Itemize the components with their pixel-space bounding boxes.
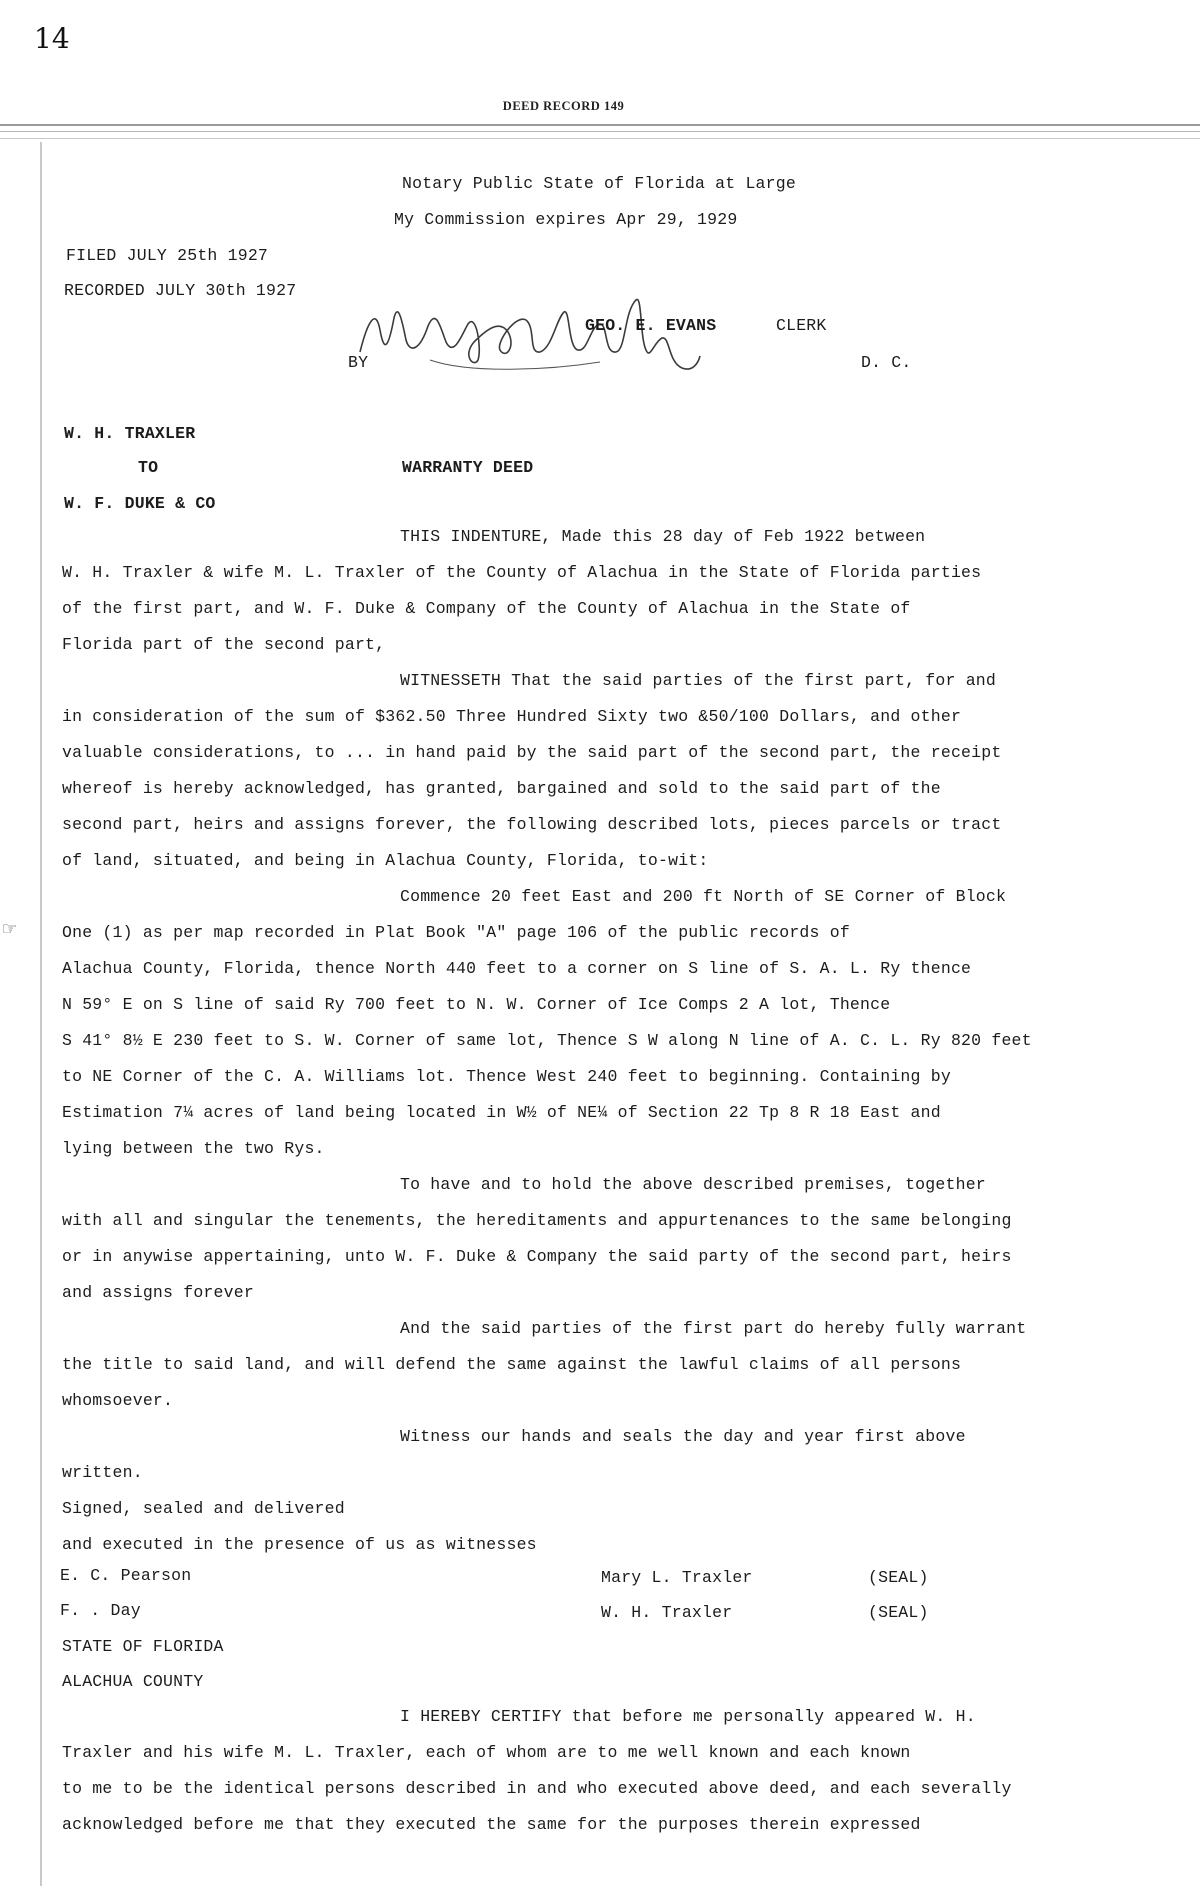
- clerk-name: GEO. E. EVANS: [585, 316, 717, 335]
- deed-body-line: to NE Corner of the C. A. Williams lot. Thence West 240 feet to beginning. Containing by: [62, 1067, 951, 1086]
- deed-body-line: written.: [62, 1463, 143, 1482]
- notary-line-1: Notary Public State of Florida at Large: [402, 174, 796, 193]
- deed-body-line: with all and singular the tenements, the hereditaments and appurtenances to the same belonging: [62, 1211, 1012, 1230]
- deputy-clerk-label: D. C.: [861, 353, 912, 372]
- deed-body-line: Alachua County, Florida, thence North 440 feet to a corner on S line of S. A. L. Ry thence: [62, 959, 972, 978]
- deed-body-line: whereof is hereby acknowledged, has granted, bargained and sold to the said part of the: [62, 779, 941, 798]
- header-rule-mid: [0, 131, 1200, 132]
- deed-body-line: second part, heirs and assigns forever, the following described lots, pieces parcels or tract: [62, 815, 1002, 834]
- parties-to-label: TO: [138, 458, 159, 477]
- certificate-body: [62, 1699, 1067, 1843]
- jurisdiction-state: STATE OF FLORIDA: [62, 1637, 224, 1656]
- deed-body-line: and assigns forever: [62, 1283, 254, 1302]
- deed-body-line: the title to said land, and will defend the same against the lawful claims of all persons: [62, 1355, 962, 1374]
- recorded-date: RECORDED JULY 30th 1927: [64, 281, 297, 300]
- grantor-name: W. H. TRAXLER: [64, 424, 196, 443]
- left-margin-line: [40, 142, 42, 1886]
- cert-body-line: I HEREBY CERTIFY that before me personally appeared W. H.: [400, 1707, 976, 1726]
- deed-body-line: Commence 20 feet East and 200 ft North of SE Corner of Block: [400, 887, 1007, 906]
- grantee-name: W. F. DUKE & CO: [64, 494, 216, 513]
- deed-type-title: WARRANTY DEED: [402, 458, 534, 477]
- deed-body-line: One (1) as per map recorded in Plat Book "A" page 106 of the public records of: [62, 923, 850, 942]
- deputy-clerk-signature-icon: [350, 290, 710, 390]
- deed-body-line: THIS INDENTURE, Made this 28 day of Feb 1922 between: [400, 527, 926, 546]
- notary-line-2: My Commission expires Apr 29, 1929: [394, 210, 738, 229]
- page-number: 14: [34, 22, 70, 55]
- cert-body-line: to me to be the identical persons described in and who executed above deed, and each severally: [62, 1779, 1012, 1798]
- header-rule-top: [0, 124, 1200, 126]
- jurisdiction-county: ALACHUA COUNTY: [62, 1672, 204, 1691]
- deed-body-line: Signed, sealed and delivered: [62, 1499, 345, 1518]
- seal-1-label: (SEAL): [868, 1568, 929, 1587]
- header-title: DEED RECORD 149: [502, 99, 625, 113]
- deed-body-line: WITNESSETH That the said parties of the first part, for and: [400, 671, 996, 690]
- cert-body-line: Traxler and his wife M. L. Traxler, each of whom are to me well known and each known: [62, 1743, 911, 1762]
- deed-body-line: And the said parties of the first part do hereby fully warrant: [400, 1319, 1027, 1338]
- margin-pointer-icon: ☞: [3, 918, 17, 943]
- deed-body-line: N 59° E on S line of said Ry 700 feet to N. W. Corner of Ice Comps 2 A lot, Thence: [62, 995, 891, 1014]
- deed-body-line: Witness our hands and seals the day and year first above: [400, 1427, 966, 1446]
- header-rule-bottom: [0, 138, 1200, 139]
- deed-body-line: W. H. Traxler & wife M. L. Traxler of the County of Alachua in the State of Florida parties: [62, 563, 982, 582]
- deed-body-line: of land, situated, and being in Alachua County, Florida, to-wit:: [62, 851, 709, 870]
- deed-body-line: valuable considerations, to ... in hand paid by the said part of the second part, the receipt: [62, 743, 1002, 762]
- deed-body: [62, 519, 1067, 1563]
- witness-2-name: F. . Day: [60, 1601, 141, 1620]
- deed-body-line: in consideration of the sum of $362.50 Three Hundred Sixty two &50/100 Dollars, and other: [62, 707, 962, 726]
- deed-body-line: S 41° 8½ E 230 feet to S. W. Corner of same lot, Thence S W along N line of A. C. L. Ry 820 feet: [62, 1031, 1032, 1050]
- clerk-by-label: BY: [348, 353, 369, 372]
- deed-body-line: and executed in the presence of us as witnesses: [62, 1535, 537, 1554]
- signer-1-name: Mary L. Traxler: [601, 1568, 753, 1587]
- deed-body-line: To have and to hold the above described premises, together: [400, 1175, 986, 1194]
- cert-body-line: acknowledged before me that they executed the same for the purposes therein expressed: [62, 1815, 921, 1834]
- deed-body-line: Florida part of the second part,: [62, 635, 386, 654]
- deed-body-line: of the first part, and W. F. Duke & Company of the County of Alachua in the State of: [62, 599, 911, 618]
- deed-body-line: lying between the two Rys.: [62, 1139, 325, 1158]
- clerk-title: CLERK: [776, 316, 827, 335]
- signer-2-name: W. H. Traxler: [601, 1603, 733, 1622]
- witness-1-name: E. C. Pearson: [60, 1566, 192, 1585]
- deed-body-line: Estimation 7¼ acres of land being located in W½ of NE¼ of Section 22 Tp 8 R 18 East and: [62, 1103, 941, 1122]
- deed-body-line: whomsoever.: [62, 1391, 174, 1410]
- deed-body-line: or in anywise appertaining, unto W. F. Duke & Company the said party of the second part, heirs: [62, 1247, 1012, 1266]
- filed-date: FILED JULY 25th 1927: [66, 246, 269, 265]
- seal-2-label: (SEAL): [868, 1603, 929, 1622]
